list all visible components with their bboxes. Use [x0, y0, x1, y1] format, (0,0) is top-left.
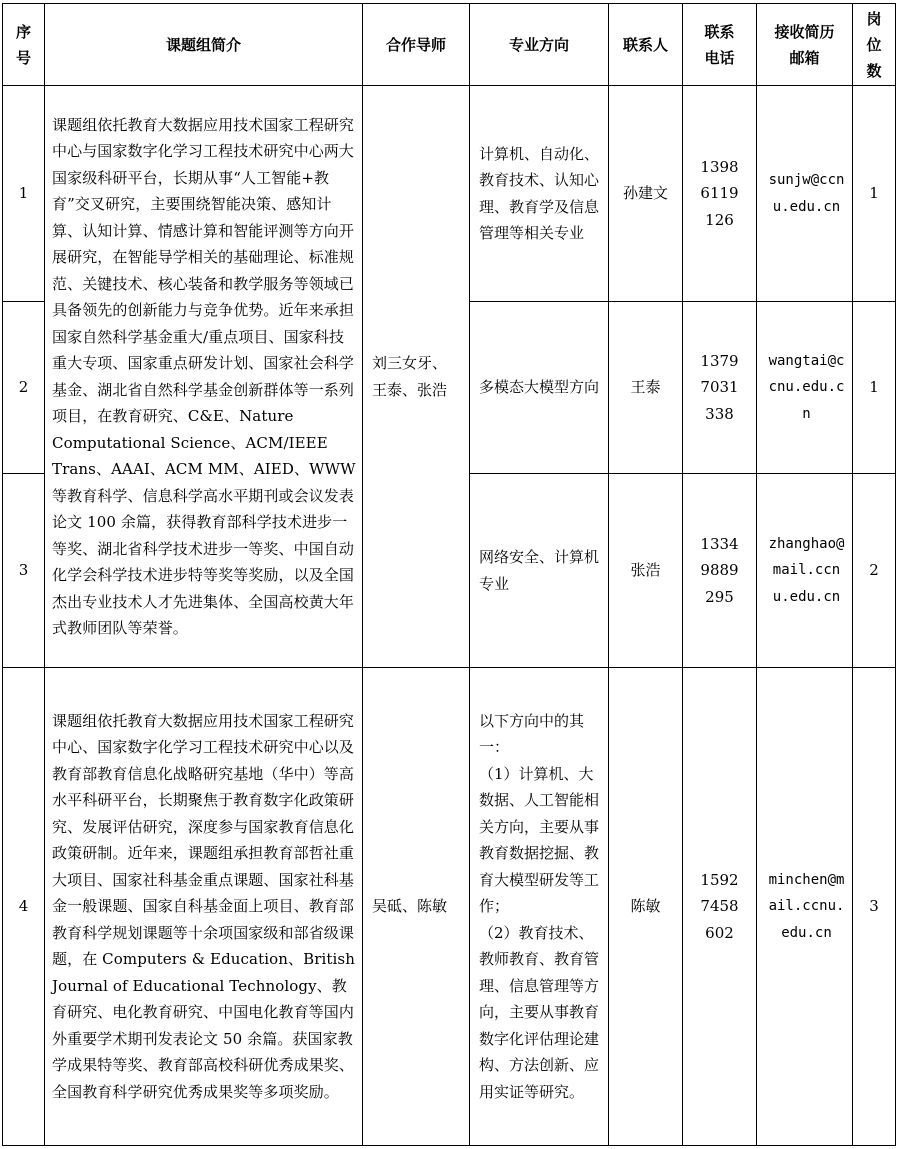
row-positions: 3 [853, 668, 896, 1146]
row-contact: 王泰 [609, 302, 683, 474]
row-contact: 张浩 [609, 474, 683, 668]
row-seq: 4 [3, 668, 45, 1146]
header-phone: 联系电话 [683, 4, 757, 86]
row-positions: 1 [853, 86, 896, 302]
row-positions: 1 [853, 302, 896, 474]
direction-line: （2）教育技术、教师教育、教育管理、信息管理等方向，主要从事教育数字化评估理论建构、方法创新、应用实证等研究。 [479, 923, 600, 1101]
row-phone: 13349889295 [683, 474, 757, 668]
header-row [3, 4, 896, 86]
row-phone: 13986119126 [683, 86, 757, 302]
group-advisors: 吴砥、陈敏 [363, 668, 470, 1146]
row-contact: 孙建文 [609, 86, 683, 302]
row-phone: 13797031338 [683, 302, 757, 474]
header-contact: 联系人 [609, 4, 683, 86]
row-email: zhanghao@mail.ccnu.edu.cn [757, 474, 853, 668]
row-direction: 计算机、自动化、教育技术、认知心理、教育学及信息管理等相关专业 [470, 86, 609, 302]
header-seq: 序号 [3, 4, 45, 86]
header-email: 接收简历邮箱 [757, 4, 853, 86]
row-email: minchen@mail.ccnu.edu.cn [757, 668, 853, 1146]
row-positions: 2 [853, 474, 896, 668]
row-seq: 3 [3, 474, 45, 668]
row-email: sunjw@ccnu.edu.cn [757, 86, 853, 302]
row-seq: 1 [3, 86, 45, 302]
header-positions: 岗位数 [853, 4, 896, 86]
recruitment-table [2, 3, 896, 1146]
header-direction: 专业方向 [470, 4, 609, 86]
row-direction [470, 668, 609, 1146]
row-direction: 多模态大模型方向 [470, 302, 609, 474]
group-intro: 课题组依托教育大数据应用技术国家工程研究中心、国家数字化学习工程技术研究中心以及教育部教育信息化战略研究基地（华中）等高水平科研平台，长期聚焦于教育数字化政策研究、发展评估研究，深度参与国家教育信息化政策研制。近年来，课题组承担教育部哲社重大项目、国家社科基金重点课题、国家社科基金一般课题、国家自科基金面上项目、教育部教育科学规划课题等十余项国家级和部省级课题，在 Computers & Education、British Journal of Educational Technology、教育研究、电化教育研究、中国电化教育等国内外重要学术期刊发表论文 50 余篇。获国家教学成果特等奖、教育部高校科研优秀成果奖、全国教育科学研究优秀成果奖等多项奖励。 [45, 668, 363, 1146]
row-seq: 2 [3, 302, 45, 474]
row-direction: 网络安全、计算机专业 [470, 474, 609, 668]
row-phone: 15927458602 [683, 668, 757, 1146]
header-intro: 课题组简介 [45, 4, 363, 86]
row-contact: 陈敏 [609, 668, 683, 1146]
direction-line: 以下方向中的其一： [479, 711, 585, 757]
direction-line: （1）计算机、大数据、人工智能相关方向，主要从事教育数据挖掘、教育大模型研发等工作； [479, 764, 600, 916]
header-advisor: 合作导师 [363, 4, 470, 86]
table-row [3, 86, 896, 302]
row-email: wangtai@ccnu.edu.cn [757, 302, 853, 474]
group-advisors: 刘三女牙、王泰、张浩 [363, 86, 470, 668]
group-intro: 课题组依托教育大数据应用技术国家工程研究中心与国家数字化学习工程技术研究中心两大国家级科研平台，长期从事“人工智能+教育”交叉研究，主要围绕智能决策、感知计算、认知计算、情感计算和智能评测等方向开展研究，在智能导学相关的基础理论、标准规范、关键技术、核心装备和教学服务等领域已具备领先的创新能力与竞争优势。近年来承担国家自然科学基金重大/重点项目、国家科技重大专项、国家重点研发计划、国家社会科学基金、湖北省自然科学基金创新群体等一系列项目，在教育研究、C&E、Nature Computational Science、ACM/IEEE Trans、AAAI、ACM MM、AIED、WWW 等教育科学、信息科学高水平期刊或会议发表论文 100 余篇，获得教育部科学技术进步一等奖、湖北省科学技术进步一等奖、中国自动化学会科学技术进步特等奖等奖励，以及全国杰出专业技术人才先进集体、全国高校黄大年式教师团队等荣誉。 [45, 86, 363, 668]
table-row [3, 668, 896, 1146]
